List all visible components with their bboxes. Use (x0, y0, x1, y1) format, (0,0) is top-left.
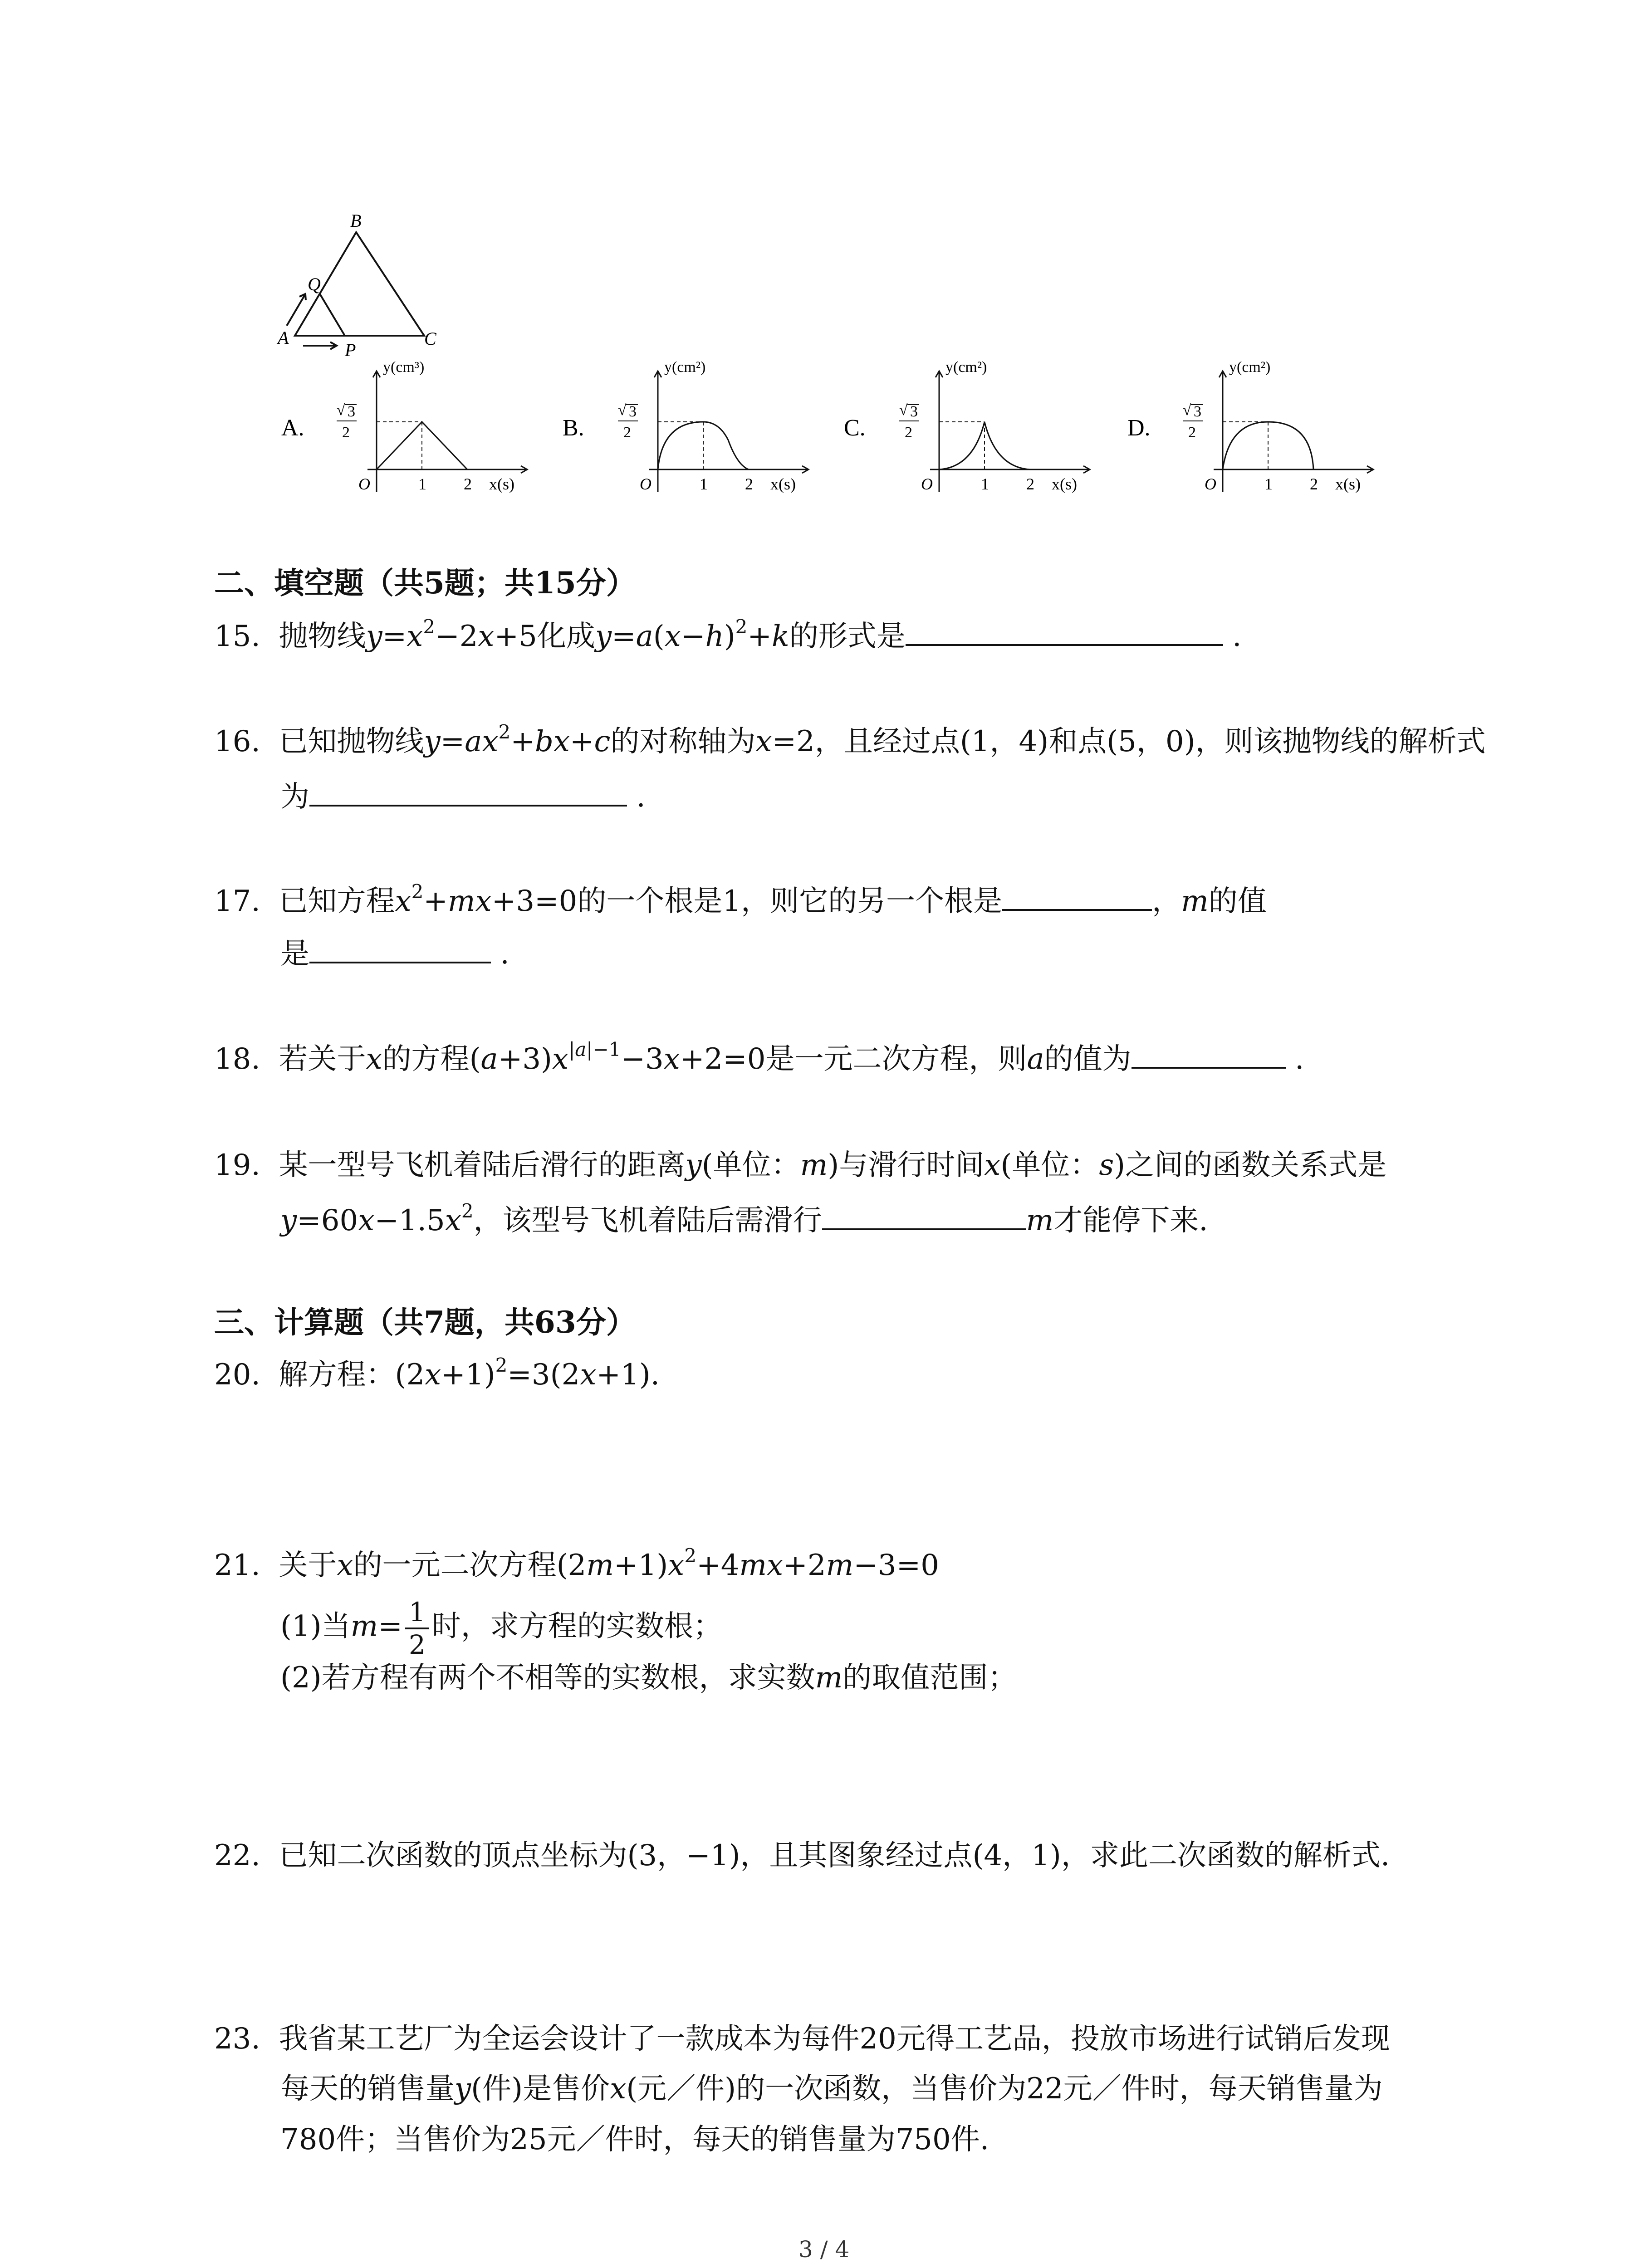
q15-end: . (1232, 620, 1242, 653)
q15-formula-2: $y=a(x-h)^2+k$ (595, 616, 789, 653)
x-tick-1: 1 (981, 475, 989, 493)
y-tick-denominator: 2 (905, 424, 912, 441)
option-letter: C. (844, 415, 866, 441)
y-axis-label: y(cm³) (383, 359, 425, 376)
q21-part1-b: 时，求方程的实数根； (431, 1609, 722, 1643)
q17-end: . (500, 937, 509, 971)
label-c: C (424, 328, 436, 349)
q15-text-2: 化成 (537, 620, 595, 653)
q18-text-1: 若关于 (279, 1042, 366, 1076)
question-21-part-2: (2)若方程有两个不相等的实数根，求实数m的取值范围； (280, 1661, 1017, 1695)
q18-answer-blank[interactable] (1132, 1039, 1286, 1069)
q19-text-5: )之间的函数关系式是 (1114, 1149, 1387, 1182)
label-p: P (345, 340, 356, 360)
y-tick-denominator: 2 (342, 424, 350, 441)
y-axis-label: y(cm²) (664, 359, 706, 376)
q16-text-4: 为 (280, 780, 309, 814)
question-21-part-1: (1)当m= $\frac{1}{2}$ 时，求方程的实数根； (280, 1597, 722, 1660)
segment-qp (320, 294, 345, 336)
option-letter: D. (1127, 415, 1151, 441)
question-17 (214, 881, 1267, 922)
q19-answer-blank[interactable] (822, 1200, 1026, 1230)
q16-number: 16. (214, 725, 260, 758)
y-tick-sqrt-symbol: √ (899, 402, 908, 419)
question-23-line-3 (280, 2119, 989, 2160)
q17-text-2: 的一个根是1，则它的另一个根是 (577, 885, 1003, 918)
q17-answer-blank-2[interactable] (309, 934, 491, 963)
option-graph-d (1127, 359, 1373, 493)
q18-text-3: 是一元二次方程，则 (765, 1042, 1027, 1076)
q16-formula-1: $y=ax^2+bx+c$ (424, 721, 611, 758)
q16-end: . (636, 780, 646, 814)
q15-number: 15. (214, 620, 260, 653)
q16-text-1: 已知抛物线 (279, 725, 424, 758)
q20-number: 20. (214, 1358, 260, 1392)
section-2-title: 二、填空题（共5题；共15分） (214, 565, 636, 601)
q21-part1-a: (1)当 (280, 1609, 351, 1643)
y-tick-numerator: 3 (910, 403, 918, 420)
q17-text-3: ， (1152, 885, 1181, 918)
y-tick-numerator: 3 (348, 403, 355, 420)
question-17-line-2 (280, 934, 509, 974)
page-number: 3 / 4 (798, 2236, 850, 2263)
q23-line-2c: (元／件)的一次函数，当售价为22元／件时，每天销售量为 (626, 2072, 1383, 2106)
q15-answer-blank[interactable] (906, 616, 1223, 646)
q17-text-5: 是 (280, 937, 309, 971)
q18-end: . (1295, 1042, 1304, 1076)
label-q: Q (308, 274, 321, 294)
y-axis-label: y(cm²) (945, 359, 987, 376)
label-a: A (278, 327, 289, 348)
problem-figure (254, 200, 1434, 517)
q17-text-4: 的值 (1208, 885, 1267, 918)
q21-equation: $(2m+1)x^2+4mx+2m-3=0$ (556, 1545, 939, 1582)
q15-formula-1: $y=x^2-2x+5$ (366, 616, 537, 653)
q15-text-1: 抛物线 (279, 620, 366, 653)
y-tick-numerator: 3 (1194, 403, 1201, 420)
q18-text-4: 的值为 (1044, 1042, 1132, 1076)
question-15 (214, 616, 1242, 657)
option-graph-b (563, 359, 808, 493)
q22-number: 22. (214, 1839, 260, 1872)
q20-equation: $(2x+1)^2=3(2x+1)$. (395, 1354, 660, 1392)
q23-number: 23. (214, 2022, 260, 2056)
x-tick-2: 2 (464, 475, 472, 493)
origin-label: O (640, 475, 652, 493)
q19-number: 19. (214, 1149, 260, 1182)
q16-answer-blank[interactable] (309, 777, 627, 807)
q19-text-2: (单位： (701, 1149, 800, 1182)
option-graph-c (844, 359, 1090, 493)
q21-part2-b: 的取值范围； (843, 1661, 1017, 1695)
q23-line-1: 我省某工艺厂为全运会设计了一款成本为每件20元得工艺品，投放市场进行试销后发现 (279, 2022, 1390, 2056)
q17-number: 17. (214, 885, 260, 918)
q21-fraction-half: $\frac{1}{2}$ (405, 1597, 429, 1660)
q20-text-1: 解方程： (279, 1358, 395, 1392)
q17-formula: $x^2+mx+3=0$ (395, 880, 578, 918)
y-tick-denominator: 2 (623, 424, 631, 441)
q21-text-2: 的一元二次方程 (353, 1549, 557, 1582)
y-tick-denominator: 2 (1188, 424, 1196, 441)
origin-label: O (1205, 475, 1216, 493)
q19-text-4: (单位： (1000, 1149, 1099, 1182)
q21-text-1: 关于 (279, 1549, 337, 1582)
q18-formula: $(a+3)x^{|a|-1}-3x+2=0$ (469, 1038, 766, 1076)
y-tick-sqrt-symbol: √ (1183, 402, 1191, 419)
q23-line-2a: 每天的销售量 (280, 2072, 455, 2106)
question-18: 18. 若关于x的方程$(a+3)x^{|a|-1}-3x+2=0$是一元二次方程，则a的值为 . (214, 1038, 1304, 1076)
x-tick-1: 1 (700, 475, 708, 493)
question-22 (214, 1835, 1390, 1876)
q17-var-m: m (1181, 885, 1209, 918)
section-3-title: 三、计算题（共7题，共63分） (214, 1305, 636, 1340)
origin-label: O (921, 475, 933, 493)
y-axis-label: y(cm²) (1229, 359, 1271, 376)
q18-number: 18. (214, 1042, 260, 1076)
question-16-line-2 (280, 777, 646, 817)
q21-part2-a: (2)若方程有两个不相等的实数根，求实数 (280, 1661, 815, 1695)
x-axis-label: x(s) (1335, 475, 1361, 493)
question-23 (214, 2019, 1390, 2059)
question-16 (214, 721, 1486, 762)
q16-text-2: 的对称轴为 (610, 725, 756, 758)
question-19-line-2: $y=60x-1.5x^2$，该型号飞机着陆后需滑行 m才能停下来. (280, 1200, 1208, 1237)
arrow-aq (287, 295, 305, 326)
option-letter: A. (281, 415, 304, 441)
question-23-line-2: 每天的销售量y(件)是售价x(元／件)的一次函数，当售价为22元／件时，每天销售量为 (280, 2072, 1383, 2106)
question-19: 19. 某一型号飞机着陆后滑行的距离y(单位：m)与滑行时间x(单位：s)之间的函数关系式是 (214, 1149, 1387, 1182)
q23-line-2b: (件)是售价 (471, 2072, 610, 2106)
x-axis-label: x(s) (770, 475, 796, 493)
x-axis-label: x(s) (489, 475, 514, 493)
q19-text-3: )与滑行时间 (828, 1149, 985, 1182)
q19-formula: $y=60x-1.5x^2$ (280, 1200, 474, 1237)
q19-text-7: 才能停下来. (1053, 1204, 1208, 1237)
y-tick-sqrt-symbol: √ (337, 402, 345, 419)
option-letter: B. (563, 415, 584, 441)
q15-text-3: 的形式是 (789, 620, 906, 653)
y-tick-numerator: 3 (629, 403, 637, 420)
x-tick-2: 2 (745, 475, 753, 493)
q17-answer-blank-1[interactable] (1002, 881, 1152, 911)
q22-text: 已知二次函数的顶点坐标为(3，−1)，且其图象经过点(4，1)，求此二次函数的解析式. (279, 1839, 1390, 1872)
y-tick-sqrt-symbol: √ (618, 402, 627, 419)
q18-text-2: 的方程 (382, 1042, 470, 1076)
x-tick-2: 2 (1310, 475, 1318, 493)
q19-text-1: 某一型号飞机着陆后滑行的距离 (279, 1149, 686, 1182)
q17-text-1: 已知方程 (279, 885, 395, 918)
q16-text-3: ，且经过点(1，4)和点(5，0)，则该抛物线的解析式 (814, 725, 1486, 758)
q19-text-6: ，该型号飞机着陆后需滑行 (473, 1204, 822, 1237)
option-graph-a (281, 359, 527, 493)
question-20 (214, 1354, 660, 1395)
origin-label: O (358, 475, 370, 493)
x-tick-1: 1 (418, 475, 426, 493)
x-tick-2: 2 (1026, 475, 1034, 493)
q23-line-3: 780件；当售价为25元／件时，每天的销售量为750件. (280, 2123, 989, 2156)
label-b: B (350, 210, 362, 231)
question-21: 21. 关于x的一元二次方程$(2m+1)x^2+4mx+2m-3=0$ (214, 1545, 939, 1582)
q21-number: 21. (214, 1549, 260, 1582)
x-tick-1: 1 (1264, 475, 1273, 493)
q16-formula-2: x=2 (755, 725, 815, 758)
x-axis-label: x(s) (1052, 475, 1077, 493)
